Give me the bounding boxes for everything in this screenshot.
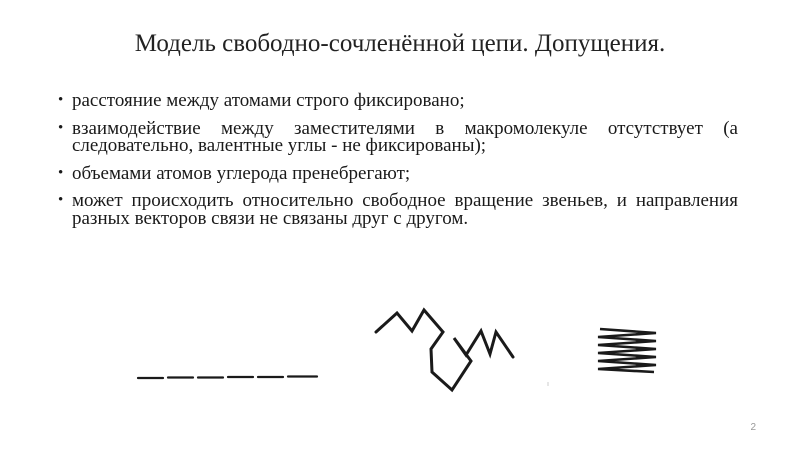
straight-chain-figure xyxy=(138,377,317,379)
bullet-icon: • xyxy=(58,119,64,136)
bullet-icon: • xyxy=(58,92,64,108)
page-number: 2 xyxy=(750,422,756,433)
bullet-text: объемами атомов углерода пренебрегают; xyxy=(72,162,411,184)
random-coil-chain-figure xyxy=(376,310,513,390)
zigzag-spring-chain-figure xyxy=(598,329,656,372)
bullet-text: расстояние между атомами строго фиксировано; xyxy=(72,90,465,111)
bullet-icon: • xyxy=(58,192,64,208)
bullet-icon: • xyxy=(58,164,64,181)
bullet-text: взаимодействие между заместителями в макромолекуле отсутствует (а следовательно, валентные углы - не фиксированы); xyxy=(72,117,738,156)
slide-title: Модель свободно-сочленённой цепи. Допущения. xyxy=(134,30,666,57)
bullet-text: может происходить относительно свободное вращение звеньев, и направления разных векторов связи не связаны друг с другом. xyxy=(72,190,738,229)
